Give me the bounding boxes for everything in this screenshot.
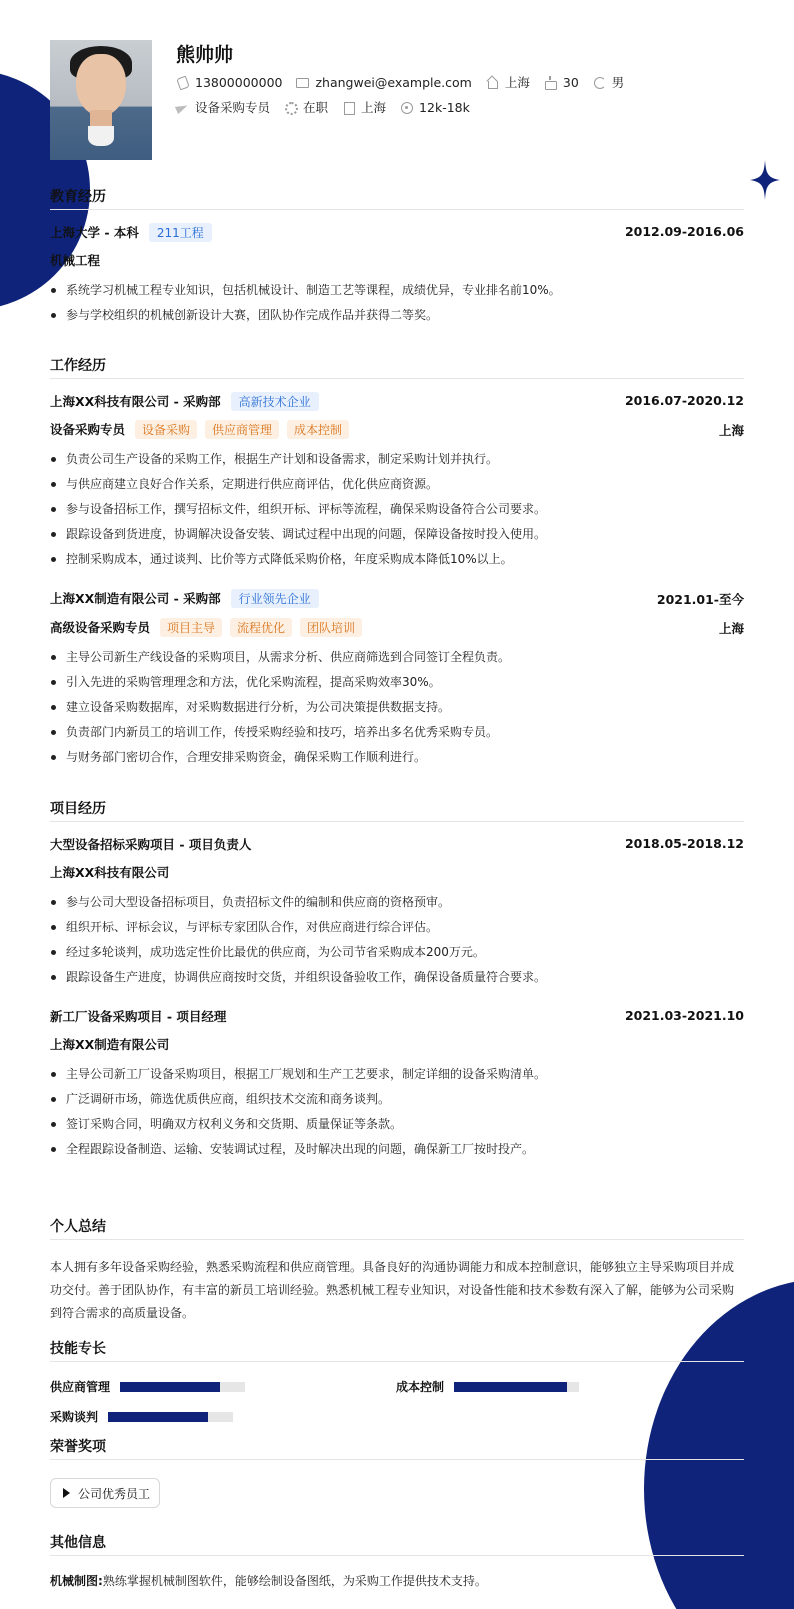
position-item: [176, 98, 270, 116]
city-item: [342, 98, 386, 116]
work-entry-head: [50, 391, 744, 411]
phone-item: [176, 75, 282, 90]
list-item: 负责部门内新员工的培训工作，传授采购经验和技巧，培养出多名优秀采购专员。: [50, 722, 744, 747]
section-title: 荣誉奖项: [50, 1436, 744, 1460]
age-value: 30: [562, 74, 579, 90]
section-title: 项目经历: [50, 798, 744, 822]
project-company: 上海XX科技有限公司: [50, 865, 170, 880]
company-tag: 高新技术企业: [231, 392, 319, 411]
school-name: 上海大学 - 本科: [50, 225, 139, 240]
work-role-row: [50, 617, 744, 637]
skill-name: 成本控制: [396, 1380, 445, 1394]
list-item: 签订采购合同，明确双方权利义务和交货期、质量保证等条款。: [50, 1114, 744, 1139]
skill-bar-fill: [454, 1382, 567, 1392]
project-date: 2018.05-2018.12: [624, 836, 744, 851]
company-name: 上海XX制造有限公司 - 采购部: [50, 591, 221, 606]
awards-section: [50, 1436, 744, 1516]
status-value: 在职: [303, 100, 329, 115]
list-item: 建立设备采购数据库，对采购数据进行分析，为公司决策提供数据支持。: [50, 697, 744, 722]
education-section: [50, 186, 744, 336]
project-entry-head: [50, 1006, 744, 1026]
project-entry-head: [50, 834, 744, 854]
list-item: 经过多轮谈判，成功选定性价比最优的供应商，为公司节省采购成本200万元。: [50, 942, 744, 967]
list-item: 跟踪设备生产进度，协调供应商按时交货，并组织设备验收工作，确保设备质量符合要求。: [50, 967, 744, 992]
work-entry-head: [50, 588, 744, 608]
list-item: 主导公司新生产线设备的采购项目，从需求分析、供应商筛选到合同签订全程负责。: [50, 647, 744, 672]
list-item: 广泛调研市场，筛选优质供应商，组织技术交流和商务谈判。: [50, 1089, 744, 1114]
skill-bar-fill: [120, 1382, 220, 1392]
avatar: [50, 40, 152, 160]
projects-section: [50, 798, 744, 1188]
skill-name: 采购谈判: [50, 1410, 99, 1424]
home-icon: [486, 76, 499, 89]
role-tag: 流程优化: [230, 618, 292, 637]
work-city: 上海: [718, 423, 744, 438]
skill-bar: [120, 1382, 245, 1392]
list-item: 引入先进的采购管理理念和方法，优化采购流程，提高采购效率30%。: [50, 672, 744, 697]
salary-item: [400, 100, 470, 115]
summary-line: 到符合需求的高质量设备。: [50, 1306, 195, 1320]
list-item: 参与公司大型设备招标项目，负责招标文件的编制和供应商的资格预审。: [50, 892, 744, 917]
list-item: 参与学校组织的机械创新设计大赛，团队协作完成作品并获得二等奖。: [50, 305, 744, 330]
award-chip[interactable]: [50, 1478, 160, 1508]
location-value: 上海: [504, 75, 530, 90]
other-section: [50, 1532, 744, 1602]
role-tag: 供应商管理: [205, 420, 279, 439]
company-name: 上海XX科技有限公司 - 采购部: [50, 394, 221, 409]
section-title: 其他信息: [50, 1532, 744, 1556]
contact-row: [176, 73, 638, 91]
project-title: 新工厂设备采购项目 - 项目经理: [50, 1009, 227, 1024]
location-item: [486, 73, 530, 91]
summary-line: 功交付。善于团队协作，有丰富的新员工培训经验。熟悉机械工程专业知识，对设备性能和技术参数有深入了解，能够为公司采购: [50, 1283, 735, 1297]
age-item: [544, 75, 579, 90]
section-title: 工作经历: [50, 355, 744, 379]
work-date: 2021.01-至今: [656, 592, 744, 607]
work-city: 上海: [718, 621, 744, 636]
cake-icon: [544, 76, 557, 89]
project-bullets: [50, 892, 744, 992]
list-item: 系统学习机械工程专业知识，包括机械设计、制造工艺等课程，成绩优异，专业排名前10%。: [50, 280, 744, 305]
summary-line: 本人拥有多年设备采购经验，熟悉采购流程和供应商管理。具备良好的沟通协调能力和成本控制意识，能够独立主导采购项目并成: [50, 1260, 735, 1274]
job-intent-row: [176, 98, 484, 116]
skill-bar: [108, 1412, 233, 1422]
skill-bar-fill: [108, 1412, 208, 1422]
position-value: 设备采购专员: [195, 100, 271, 115]
email-value: zhangwei@example.com: [315, 74, 472, 90]
school-tag: 211工程: [149, 223, 212, 242]
project-bullets: [50, 1064, 744, 1164]
work-bullets: [50, 449, 744, 574]
list-item: 主导公司新工厂设备采购项目，根据工厂规划和生产工艺要求，制定详细的设备采购清单。: [50, 1064, 744, 1089]
work-bullets: [50, 647, 744, 772]
gear-icon: [284, 101, 297, 114]
phone-value: 13800000000: [195, 74, 283, 90]
summary-section: [50, 1216, 744, 1326]
gender-value: 男: [611, 75, 625, 90]
section-title: 技能专长: [50, 1338, 744, 1362]
salary-value: 12k-18k: [419, 99, 470, 115]
role-tag: 成本控制: [287, 420, 349, 439]
list-item: 全程跟踪设备制造、运输、安装调试过程，及时解决出现的问题，确保新工厂按时投产。: [50, 1139, 744, 1164]
role-name: 高级设备采购专员: [50, 620, 151, 635]
other-info-line: [50, 1572, 487, 1589]
major-name: 机械工程: [50, 253, 101, 268]
project-company: 上海XX制造有限公司: [50, 1037, 170, 1052]
education-entry-head: [50, 222, 744, 242]
paper-plane-icon: [176, 101, 189, 114]
skill-item: [50, 1378, 245, 1395]
education-bullets: [50, 280, 744, 330]
skill-bar: [454, 1382, 579, 1392]
company-tag: 行业领先企业: [231, 589, 319, 608]
work-role-row: [50, 419, 744, 439]
other-label: 机械制图:: [50, 1574, 103, 1588]
role-tag: 团队培训: [300, 618, 362, 637]
list-item: 与供应商建立良好合作关系，定期进行供应商评估，优化供应商资源。: [50, 474, 744, 499]
email-item: [296, 75, 471, 90]
summary-text: [50, 1256, 744, 1325]
coin-icon: [400, 101, 413, 114]
role-tag: 项目主导: [160, 618, 222, 637]
project-title: 大型设备招标采购项目 - 项目负责人: [50, 837, 252, 852]
skill-name: 供应商管理: [50, 1380, 111, 1394]
work-section: [50, 355, 744, 775]
list-item: 组织开标、评标会议，与评标专家团队合作，对供应商进行综合评估。: [50, 917, 744, 942]
role-tag: 设备采购: [135, 420, 197, 439]
city-value: 上海: [361, 100, 387, 115]
section-title: 教育经历: [50, 186, 744, 210]
skill-item: [396, 1378, 579, 1395]
status-item: [284, 98, 328, 116]
gender-item: [593, 73, 625, 91]
list-item: 参与设备招标工作，撰写招标文件，组织开标、评标等流程，确保采购设备符合公司要求。: [50, 499, 744, 524]
role-name: 设备采购专员: [50, 422, 126, 437]
work-date: 2016.07-2020.12: [624, 393, 744, 408]
project-date: 2021.03-2021.10: [624, 1008, 744, 1023]
award-label: 公司优秀员工: [78, 1486, 151, 1501]
list-item: 与财务部门密切合作，合理安排采购资金，确保采购工作顺利进行。: [50, 747, 744, 772]
play-icon: [63, 1488, 70, 1498]
skills-section: [50, 1338, 744, 1428]
skill-item: [50, 1408, 233, 1425]
education-date: 2012.09-2016.06: [624, 224, 744, 239]
phone-icon: [176, 76, 189, 89]
gender-icon: [593, 76, 606, 89]
building-icon: [342, 101, 355, 114]
list-item: 跟踪设备到货进度，协调解决设备安装、调试过程中出现的问题，保障设备按时投入使用。: [50, 524, 744, 549]
section-title: 个人总结: [50, 1216, 744, 1240]
resume-header: [50, 40, 730, 160]
list-item: 控制采购成本，通过谈判、比价等方式降低采购价格，年度采购成本降低10%以上。: [50, 549, 744, 574]
other-text: 熟练掌握机械制图软件，能够绘制设备图纸，为采购工作提供技术支持。: [102, 1574, 487, 1588]
mail-icon: [296, 76, 309, 89]
candidate-name: 熊帅帅: [176, 44, 234, 66]
list-item: 负责公司生产设备的采购工作，根据生产计划和设备需求，制定采购计划并执行。: [50, 449, 744, 474]
